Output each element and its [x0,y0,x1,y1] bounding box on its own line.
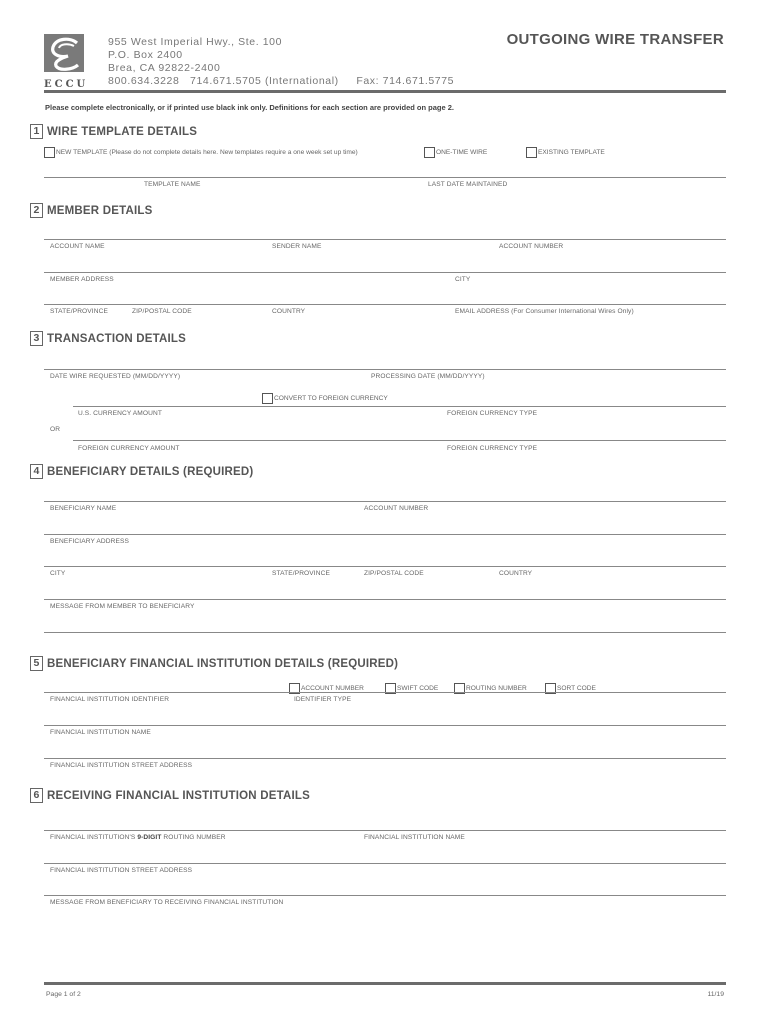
section-title: TRANSACTION DETAILS [47,332,187,345]
country-label: COUNTRY [272,308,306,315]
section-6-heading [30,788,310,803]
fi-street-address-label: FINANCIAL INSTITUTION STREET ADDRESS [50,762,193,769]
field-rule [44,830,726,831]
fi-identifier-label: FINANCIAL INSTITUTION IDENTIFIER [50,696,170,703]
header-rule [44,90,726,93]
identifier-type-label: IDENTIFIER TYPE [294,696,352,703]
last-date-maintained-field[interactable] [420,163,725,177]
checkbox-label: ROUTING NUMBER [466,685,527,692]
us-currency-amount-label: U.S. CURRENCY AMOUNT [78,410,162,417]
checkbox-box[interactable] [424,147,435,158]
address-block [108,36,454,88]
template-name-label: TEMPLATE NAME [144,181,201,188]
field-rule [44,369,726,370]
field-rule [44,692,726,693]
field-rule [73,406,726,407]
fi-name-label: FINANCIAL INSTITUTION NAME [50,729,151,736]
checkbox-box[interactable] [44,147,55,158]
revision-date: 11/19 [707,991,724,998]
field-rule [44,632,726,633]
field-rule [44,725,726,726]
beneficiary-address-label: BENEFICIARY ADDRESS [50,538,129,545]
beneficiary-state-label: STATE/PROVINCE [272,570,330,577]
address-line-2: P.O. Box 2400 [108,49,183,61]
beneficiary-zip-label: ZIP/POSTAL CODE [364,570,424,577]
zip-label: ZIP/POSTAL CODE [132,308,192,315]
field-rule [44,534,726,535]
section-5-heading [30,656,398,671]
new-template-checkbox[interactable] [44,147,358,158]
intro-text: Please complete electronically, or if printed use black ink only. Definitions for each section are provided on page 2. [45,103,455,112]
section-title: BENEFICIARY FINANCIAL INSTITUTION DETAILS (REQUIRED) [47,657,399,670]
footer-rule [44,982,726,985]
field-rule [44,863,726,864]
field-rule [44,239,726,240]
logo-wordmark: ECCU [44,79,89,90]
city-label: CITY [455,276,471,283]
state-label: STATE/PROVINCE [50,308,108,315]
form-title: OUTGOING WIRE TRANSFER [506,31,724,48]
address-line-3: Brea, CA 92822-2400 [108,62,221,74]
fax-number: Fax: 714.671.5775 [356,75,455,87]
message-to-beneficiary-label: MESSAGE FROM MEMBER TO BENEFICIARY [50,603,195,610]
account-name-label: ACCOUNT NAME [50,243,105,250]
section-title: BENEFICIARY DETAILS (REQUIRED) [47,465,254,478]
section-4-heading [30,464,253,479]
account-number-label: ACCOUNT NUMBER [499,243,564,250]
field-rule [44,177,726,178]
field-rule [73,440,726,441]
processing-date-label: PROCESSING DATE (MM/DD/YYYY) [371,373,485,380]
field-rule [44,895,726,896]
section-title: RECEIVING FINANCIAL INSTITUTION DETAILS [47,789,310,802]
field-rule [44,501,726,502]
section-number: 5 [30,656,43,671]
eccu-logo [44,34,100,88]
field-rule [44,599,726,600]
foreign-currency-type-label: FOREIGN CURRENCY TYPE [447,410,538,417]
section-3-heading [30,331,186,346]
checkbox-label: ACCOUNT NUMBER [301,685,364,692]
beneficiary-country-label: COUNTRY [499,570,533,577]
one-time-wire-checkbox[interactable] [424,147,487,158]
foreign-currency-amount-label: FOREIGN CURRENCY AMOUNT [78,445,180,452]
phone-number: 800.634.3228 [108,75,180,87]
eccu-logo-mark-icon [44,34,84,72]
routing-label-emphasis: 9-DIGIT [137,834,162,841]
receiving-fi-name-label: FINANCIAL INSTITUTION NAME [364,834,465,841]
message-to-receiving-fi-label: MESSAGE FROM BENEFICIARY TO RECEIVING FINANCIAL INSTITUTION [50,899,284,906]
section-title: MEMBER DETAILS [47,204,153,217]
section-number: 2 [30,203,43,218]
field-rule [44,304,726,305]
checkbox-label: SWIFT CODE [397,685,439,692]
address-line-1: 955 West Imperial Hwy., Ste. 100 [108,36,283,48]
section-number: 3 [30,331,43,346]
routing-label-suffix: ROUTING NUMBER [161,834,226,841]
checkbox-label: NEW TEMPLATE (Please do not complete details here. New templates require a one week set up time) [56,149,358,156]
field-rule [44,566,726,567]
sender-name-label: SENDER NAME [272,243,322,250]
member-address-label: MEMBER ADDRESS [50,276,114,283]
section-title: WIRE TEMPLATE DETAILS [47,125,198,138]
page-number: Page 1 of 2 [46,991,81,998]
checkbox-box[interactable] [526,147,537,158]
checkbox-label: ONE-TIME WIRE [436,149,488,156]
section-number: 6 [30,788,43,803]
section-number: 1 [30,124,43,139]
field-rule [44,272,726,273]
receiving-fi-street-label: FINANCIAL INSTITUTION STREET ADDRESS [50,867,193,874]
email-label: EMAIL ADDRESS (For Consumer International Wires Only) [455,308,634,315]
section-2-heading [30,203,152,218]
last-date-maintained-label: LAST DATE MAINTAINED [428,181,508,188]
section-number: 4 [30,464,43,479]
beneficiary-name-label: BENEFICIARY NAME [50,505,117,512]
template-name-field[interactable] [44,163,414,177]
or-label: OR [50,426,61,433]
phone-international: 714.671.5705 (International) [190,75,339,87]
convert-foreign-currency-checkbox[interactable] [262,393,388,404]
checkbox-label: EXISTING TEMPLATE [538,149,605,156]
contact-line [108,75,454,88]
foreign-currency-type-label-2: FOREIGN CURRENCY TYPE [447,445,538,452]
date-requested-label: DATE WIRE REQUESTED (MM/DD/YYYY) [50,373,181,380]
field-rule [44,758,726,759]
routing-number-label [50,834,226,841]
checkbox-label: SORT CODE [557,685,596,692]
checkbox-box[interactable] [262,393,273,404]
beneficiary-city-label: CITY [50,570,66,577]
beneficiary-account-number-label: ACCOUNT NUMBER [364,505,429,512]
existing-template-checkbox[interactable] [526,147,605,158]
checkbox-label: CONVERT TO FOREIGN CURRENCY [274,395,388,402]
routing-label-prefix: FINANCIAL INSTITUTION'S [50,834,138,841]
section-1-heading [30,124,197,139]
